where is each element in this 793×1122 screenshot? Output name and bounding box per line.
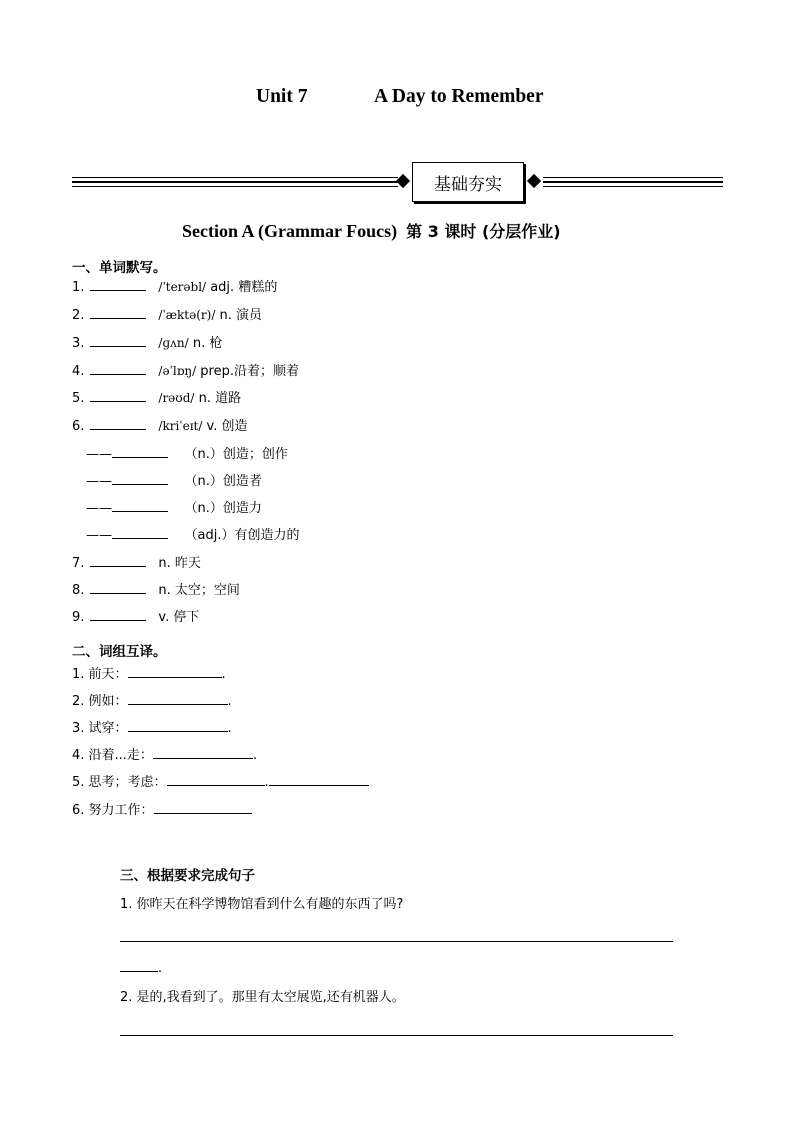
phrase-item: 2. 例如： . [72,691,232,709]
answer-blank[interactable] [112,525,168,539]
answer-blank[interactable] [153,745,253,759]
answer-blank[interactable] [128,718,228,732]
lesson-label: 第 3 课时 (分层作业) [406,222,561,241]
answer-line-short[interactable]: . [120,958,162,976]
vocab-item: 2. /ˈæktə(r)/ n. 演员 [72,305,262,323]
answer-blank[interactable] [269,772,369,786]
derived-item: —— （n.）创造；创作 [86,444,288,462]
answer-blank[interactable] [128,664,222,678]
vocab-item: 5. /rəʊd/ n. 道路 [72,388,241,406]
phrase-item: 6. 努力工作： [72,800,252,818]
derived-item: —— （adj.）有创造力的 [86,525,300,543]
section-name: Section A (Grammar Foucs) [182,221,398,241]
answer-line[interactable] [120,941,673,942]
answer-line[interactable] [120,1035,673,1036]
part3-heading: 三、根据要求完成句子 [120,868,255,884]
vocab-item: 8. n. 太空；空间 [72,580,240,598]
phrase-item: 4. 沿着...走： . [72,745,257,763]
vocab-item: 4. /əˈlɒŋ/ prep.沿着；顺着 [72,361,299,379]
answer-blank[interactable] [90,553,146,567]
diamond-right-icon [527,174,541,188]
answer-blank[interactable] [112,444,168,458]
answer-blank[interactable] [128,691,228,705]
answer-blank[interactable] [112,498,168,512]
answer-blank[interactable] [90,305,146,319]
question-2: 2. 是的,我看到了。那里有太空展览,还有机器人。 [120,990,405,1005]
answer-blank[interactable] [90,607,146,621]
part2-heading: 二、词组互译。 [72,644,167,660]
part1-heading: 一、单词默写。 [72,260,167,276]
answer-blank[interactable] [90,361,146,375]
vocab-item: 1. /ˈterəbl/ adj. 糟糕的 [72,277,277,295]
derived-item: —— （n.）创造者 [86,471,262,489]
answer-blank[interactable] [90,580,146,594]
derived-item: —— （n.）创造力 [86,498,262,516]
answer-blank[interactable] [154,800,252,814]
phrase-item: 3. 试穿： . [72,718,232,736]
answer-blank[interactable] [90,277,146,291]
answer-blank[interactable] [90,388,146,402]
vocab-item: 9. v. 停下 [72,607,199,625]
answer-blank[interactable] [112,471,168,485]
answer-blank[interactable] [167,772,265,786]
diamond-left-icon [396,174,410,188]
vocab-item: 7. n. 昨天 [72,553,201,571]
section-title [182,219,561,242]
phrase-item: 5. 思考；考虑： . [72,772,369,790]
phrase-item: 1. 前天： . [72,664,226,682]
unit-title: A Day to Remember [374,86,544,107]
vocab-item: 6. /kriˈeɪt/ v. 创造 [72,416,248,434]
answer-blank[interactable] [90,416,146,430]
banner-label: 基础夯实 [412,162,524,202]
question-1: 1. 你昨天在科学博物馆看到什么有趣的东西了吗? [120,897,404,912]
answer-blank[interactable] [90,333,146,347]
unit-number: Unit 7 [256,86,308,107]
vocab-item: 3. /ɡʌn/ n. 枪 [72,333,222,351]
